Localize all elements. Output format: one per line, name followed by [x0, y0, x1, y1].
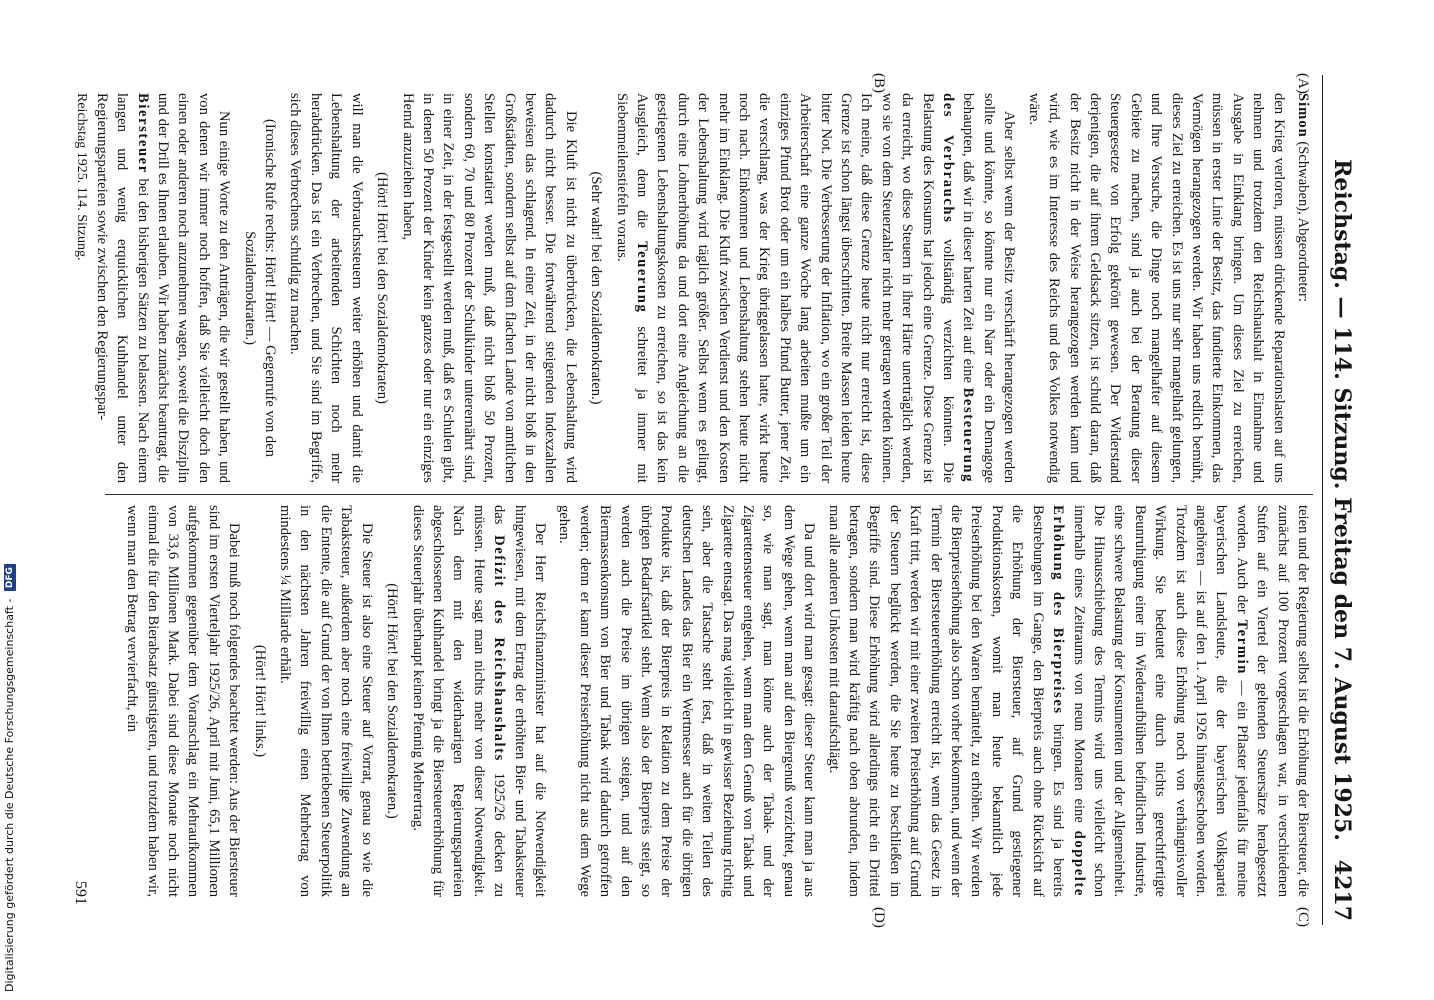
emphasis: Teuerung	[634, 241, 650, 314]
text-run: 1925/26 decken zu müssen. Heute sagt man nichts mehr von dieser Notwendigkeit. Nach dem mit den widerhaarigen Regierungsparteien abgeschlossenen Kuhhandel bringt ja die Biersteuererhöhung für dieses Steuerjahr überhaupt keinen Pfennig Mehrertrag.	[409, 505, 508, 897]
text-run: schreitet ja immer mit Siebenmeilenstiefeln voraus.	[613, 93, 650, 483]
speaker-name: Simon	[1295, 93, 1311, 138]
emphasis: Defizit des Reichshaushalts	[491, 535, 508, 762]
emphasis: Termin	[1233, 619, 1250, 675]
paragraph	[823, 505, 1313, 897]
emphasis: Biersteuer	[134, 93, 151, 174]
text-run: Aber selbst wenn der Besitz verschärft herangezogen werden sollte und könnte, so könnte nur ein Narr oder ein Demagoge behaupten, daß wir in dieser harten Zeit auf eine	[960, 93, 1018, 483]
text-run: bei den bisherigen Sätzen zu belassen. Nach einem langen und wenig erquicklichen Kuhhandel unter den Regierungsparteien sowie zwischen den Regierungspar-	[93, 93, 151, 483]
margin-marker-d: (D)	[871, 907, 887, 928]
interjection: (Hört! Hört! bei den Sozialdemokraten)	[374, 172, 391, 404]
page-header	[1322, 75, 1357, 925]
page-number: 4217	[1329, 859, 1355, 921]
paragraph	[407, 505, 550, 897]
paragraph: will man die Verbrauchssteuern weiter erhöhen und damit die Lebenshaltung der arbeitenden Schichten noch mehr herabdrücken. Das ist ein Verbrechen, und Sie sind im Begriffe, sich dieses Verbrechens schuldig zu machen.	[287, 93, 365, 483]
left-text-column	[93, 93, 1313, 483]
paragraph: Die Steuer ist also eine Steuer auf Vorrat, genau so wie die Tabaksteuer, außerdem aber noch eine freiwillige Zuwendung an die Entente, die auf Grund der von Ihnen betriebenen Steuerpolitik in den nächsten Jahren freiwillig einen Mehrbetrag von mindestens ¼ Milliarde erhält.	[277, 505, 375, 897]
page-header-title: Reichstag. — 114. Sitzung. Freitag den 7. August 1925.	[1329, 159, 1355, 841]
interjection: (Ironische Rufe rechts: Hört! Hört! — Gegenrufe von den Sozialdemokraten.)	[241, 119, 279, 457]
emphasis: doppelte Erhöhung des Bierpreises	[1050, 505, 1087, 897]
paragraph: den Krieg verloren, müssen drückende Reparationslasten auf uns nehmen und trotzdem den Reichshaushalt in Einnahme und Ausgabe in Einklang bringen. Um dieses Ziel zu erreichen, müssen in erster Linie der Besitz, das fundierte Einkommen, das Vermögen herangezogen werden. Wir haben uns redlich bemüht, dieses Ziel zu erreichen. Es ist uns nur sehr mangelhaft gelungen, und Ihre Versuche, die Dinge noch mangelhafter auf diesem Gebiete zu machen, sind ja auch bei der Beratung dieser Steuergesetze von Erfolg gekrönt gewesen. Der Widerstand derjenigen, die auf ihrem Geldsack sitzen, ist schuld daran, daß der Besitz nicht in der Weise herangezogen werden kann und wird, wie es im Interesse des Reichs und des Volkes notwendig wäre.	[1025, 93, 1287, 483]
paragraph	[611, 93, 1019, 483]
footer-sheet-number: 591	[72, 881, 89, 905]
text-run: Der Herr Reichsfinanzminister hat auf die Notwendigkeit hingewiesen, mit dem Ertrag der erhöhten Bier- und Tabaksteuer das	[491, 505, 548, 897]
margin-marker-b: (B)	[871, 73, 887, 93]
interjection: (Hört! Hört! links.)	[251, 644, 268, 758]
credit-text: Digitalisierung gefördert durch die Deutsche Forschungsgemeinschaft -	[3, 598, 16, 992]
text-run: — ein Pflaster jedenfalls für meine bayerischen Landsleute, die der bayerischen Volkspartei angehören — ist auf den 1. April 1926 hinausgeschoben worden. Trotzdem ist auch diese Erhöhung noch von verhängnisvoller Wirkung. Sie bedeutet eine durch nichts gerechtfertigte Beunruhigung einer im Wiederaufblühen befindlichen Industrie, eine schwere Belastung der Konsumenten und der Allgemeinheit. Die Hinausschiebung des Termins wird uns vielleicht schon innerhalb eines Zeitraums von neun Monaten eine	[1070, 505, 1250, 897]
interjection: (Sehr wahr! bei den Sozialdemokraten.)	[588, 171, 605, 405]
emphasis: Besteuerung des Verbrauchs	[940, 93, 977, 483]
text-run: Nun einige Worte zu den Anträgen, die wir gestellt haben, und von denen wir immer noch hoffen, daß Sie vielleicht doch den einen oder anderen noch anzunehmen wagen, soweit die Disziplin und der Drill es Ihnen erlauben. Wir haben zunächst beantragt, die	[155, 93, 233, 483]
text-run: vollständig verzichten könnten. Die Belastung des Konsums hat jedoch eine Grenze. Diese Grenze ist da erreicht, wo diese Steuern in ihrer Härte unerträglich werden, wo sie von dem Steuerzahler nicht mehr getragen werden können. Ich meine, daß diese Grenze heute nicht nur erreicht ist, diese Grenze ist schon längst überschritten. Breite Massen leiden heute bitter Not. Die Verbesserung der Inflation, wo ein großer Teil der Arbeiterschaft eine ganze Woche lang arbeiten mußte um ein einziges Pfund Brot oder um ein halbes Pfund Butter, jener Zeit, die verschlang, was der Krieg übriggelassen hatte, wirkt heute noch nach. Einkommen und Lebenshaltung stehen heute nicht mehr im Einklang. Die Kluft zwischen Verdienst und den Kosten der Lebenshaltung wird täglich größer. Selbst wenn es gelingt, durch eine Lohnerhöhung da und dort eine Angleichung an die gestiegenen Lebenshaltungskosten zu erreichen, so ist das kein Ausgleich, denn die	[634, 93, 957, 483]
footer-sitting-reference: Reichstag 1925. 114. Sitzung.	[74, 93, 89, 261]
text-run: teien und der Regierung selbst ist die Erhöhung der Biersteuer, die zunächst auf 100 Prozent vorgeschlagen war, in verschiedenen Stufen auf ein Viertel der geltenden Steuersätze herabgesetzt worden. Auch der	[1233, 505, 1311, 897]
paragraph	[91, 93, 234, 483]
margin-marker-a: (A)	[1295, 73, 1311, 94]
margin-marker-c: (C)	[1295, 907, 1311, 927]
paragraph: Dabei muß noch folgendes beachtet werden: Aus der Biersteuer sind im ersten Vierteljahr 1925/26, April mit Juni, 65,1 Millionen aufgekommen gegenüber dem Voranschlag ein Mehraufkommen von 33,6 Millionen Mark. Dabei sind diese Monate noch nicht einmal die für den Bierabsatz günstigsten, und trotzdem haben wir, wenn man den Betrag vervierfacht, ein	[124, 505, 243, 897]
text-run: bringen. Es sind ja bereits Bestrebungen im Gange, den Bierpreis auch ohne Rücksicht auf die Erhöhung der Biersteuer, auf Grund gestiegener Produktionskosten, womit man heute bekanntlich jede Preiserhöhung bei den Waren bemäntelt, zu erhöhen. Wir werden die Bierpreiserhöhung also schon vorher bekommen, und wenn der Termin der Biersteuererhöhung erreicht ist, wenn das Gesetz in Kraft tritt, werden wir mit einer zweiten Preiserhöhung auf Grund der Steuern beglückt werden, die Sie heute zu beschließen im Begriffe sind. Diese Erhöhung wird allerdings nicht ein Drittel betragen, sondern man wird kräftig nach oben abrunden, indem man alle anderen Unkosten mit daraufschlägt.	[825, 505, 1067, 898]
rotated-document-page	[47, 35, 1387, 965]
interjection: (Hört! Hört! bei den Sozialdemokraten.)	[384, 583, 401, 819]
dfg-logo-icon: DFG	[4, 564, 16, 591]
speaker-line	[1293, 93, 1313, 483]
right-text-column	[105, 505, 1313, 897]
column-divider	[105, 494, 1313, 495]
speaker-note: (Schwaben), Abgeordneter:	[1295, 141, 1311, 302]
paragraph: Die Kluft ist nicht zu überbrücken, die Lebenshaltung wird dadurch nicht besser. Die fortwährend steigenden Indexzahlen beweisen das schlagend. In einer Zeit, in der nicht bloß in den Großstädten, sondern selbst auf dem flachen Lande von amtlichen Stellen konstatiert werden muß, daß nicht bloß 50 Prozent, sondern 60, 70 und 80 Prozent der Schulkinder unterernährt sind, in einer Zeit, in der festgestellt werden muß, daß es Schulen gibt, in denen 50 Prozent der Kinder kein ganzes oder nur ein einziges Hemd anzuziehen haben,	[399, 93, 579, 483]
paragraph: Da und dort wird man gesagt: dieser Steuer kann man ja aus dem Wege gehen, wenn man auf den Biergenuß verzichtet, genau so, wie man sagt, man könne auch der Tabak- und der Zigarettensteuer entgehen, wenn man dem Genuß von Tabak und Zigarette entsagt. Das mag vielleicht in gewisser Beziehung richtig sein, aber die Tatsache steht fest, daß in weiten Teilen des deutschen Landes das Bier ein Wertmesser auch für die übrigen Produkte ist, daß der Bierpreis in Relation zu dem Preise der übrigen Bedarfsartikel steht. Wenn also der Bierpreis steigt, so werden auch die Preise im übrigen steigen, und auf den Biermassenkonsum von Bier und Tabak wird dadurch getroffen werden; denn er kann dieser Preiserhöhung nicht aus dem Wege gehen.	[556, 505, 818, 897]
